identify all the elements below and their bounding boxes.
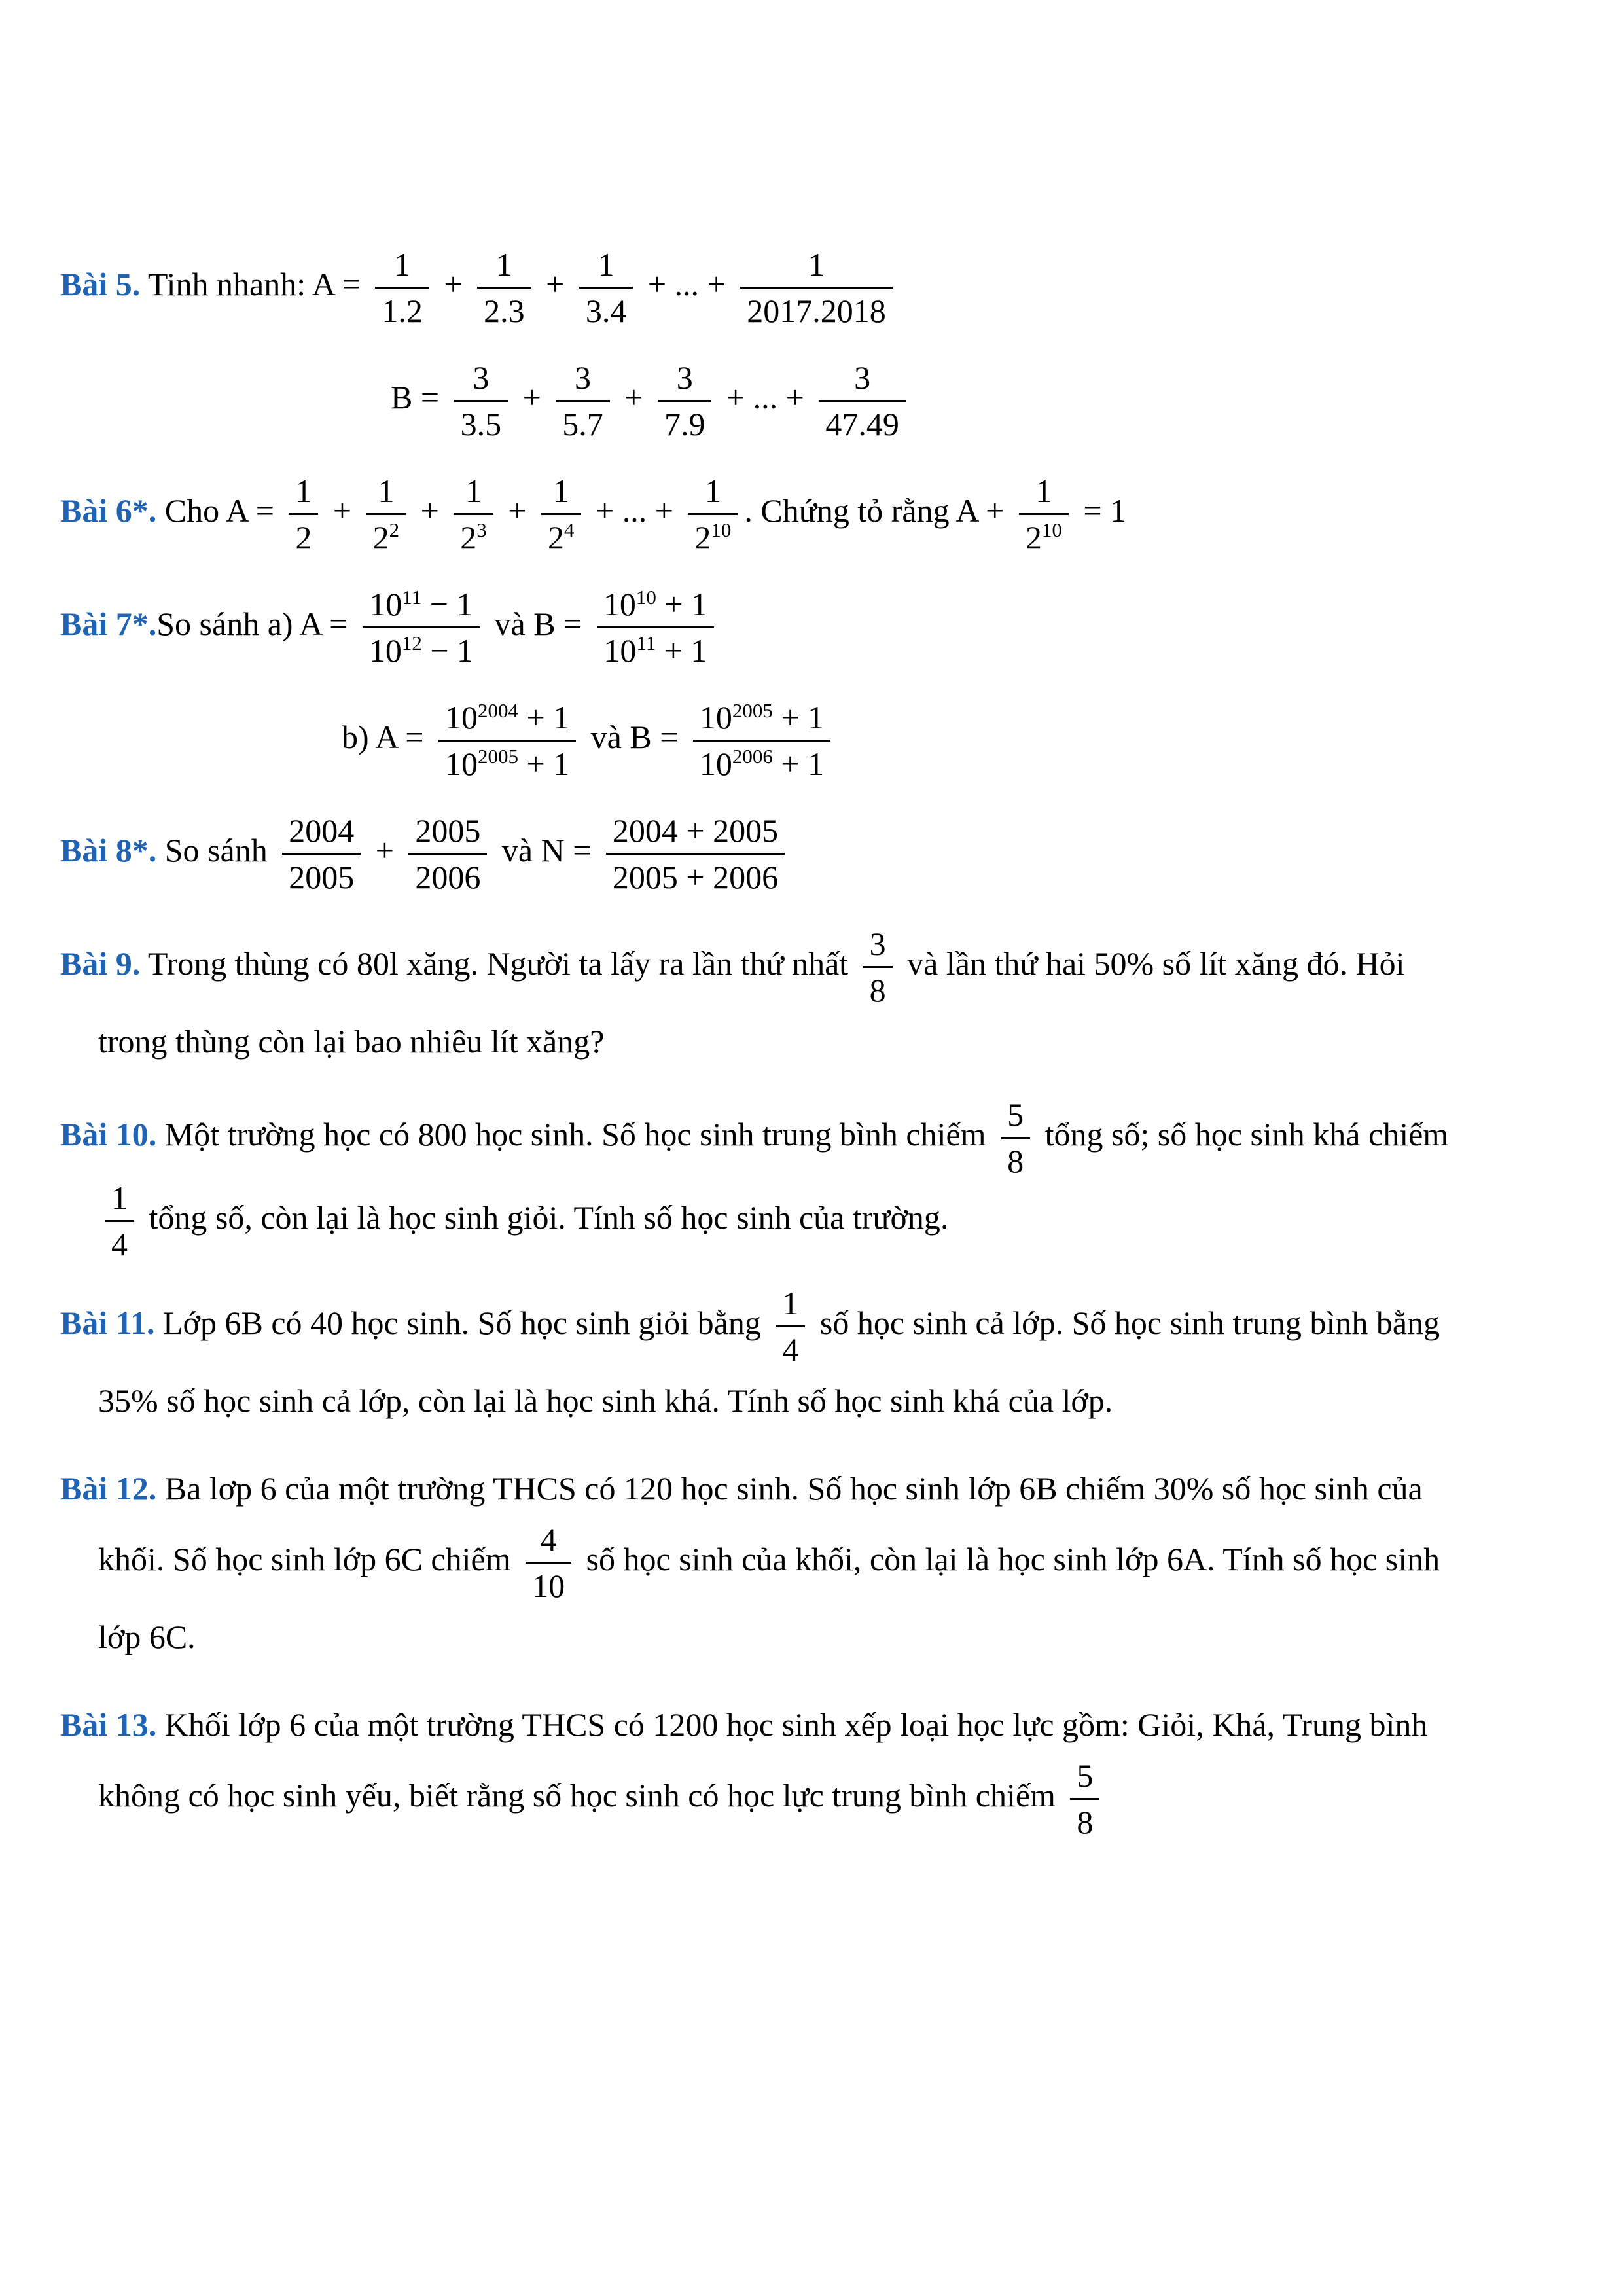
problem-label: Bài 6*. — [60, 492, 157, 529]
fraction-denominator — [454, 402, 508, 443]
fraction — [363, 586, 480, 669]
text-run: 1 — [394, 246, 411, 283]
text-run: 2006 — [415, 858, 481, 895]
text-run: tổng số, còn lại là học sinh giỏi. Tính số học sinh của trường. — [141, 1198, 949, 1236]
text-run: 10 — [603, 632, 637, 669]
text-run: 10 — [699, 745, 732, 782]
fraction-numerator — [740, 246, 893, 289]
text-run: 2005 + 2006 — [612, 858, 779, 895]
text-run: 10 — [368, 632, 402, 669]
text-run: 2 — [460, 518, 477, 556]
fraction-denominator — [740, 289, 893, 330]
exponent: 2005 — [477, 745, 518, 768]
problem-label: Bài 12. — [60, 1470, 157, 1507]
text-run: 10 — [444, 699, 478, 736]
text-run: 1 — [378, 473, 395, 509]
exponent: 2006 — [732, 745, 773, 768]
text-run: B = — [391, 378, 448, 416]
text-run: 3.4 — [585, 292, 627, 329]
problem-line — [60, 246, 1459, 329]
text-run: 3 — [473, 359, 490, 396]
fraction-numerator — [579, 246, 633, 289]
text-run: So sánh — [156, 831, 276, 869]
text-run: tổng số; số học sinh khá chiếm — [1037, 1115, 1449, 1153]
problem-bai-7 — [60, 586, 1459, 782]
fraction-denominator — [597, 628, 714, 670]
exponent: 10 — [635, 585, 656, 609]
text-run: 1 — [704, 473, 721, 509]
problem-bai-6 — [60, 473, 1459, 556]
fraction — [454, 473, 493, 556]
fraction-numerator — [282, 812, 361, 855]
fraction-denominator — [408, 855, 487, 896]
text-run: 8 — [869, 971, 886, 1009]
text-run: 10 — [369, 586, 402, 622]
fraction-denominator — [658, 402, 712, 443]
text-run: 3 — [575, 359, 592, 396]
problem-bai-12 — [60, 1456, 1459, 1670]
exponent: 10 — [711, 518, 732, 542]
text-run: 5.7 — [562, 405, 603, 442]
text-run: 1 — [1035, 473, 1052, 509]
text-run: + — [499, 492, 535, 529]
text-run: + 1 — [518, 699, 570, 736]
fraction-denominator — [105, 1222, 134, 1263]
text-run: 3.5 — [460, 405, 502, 442]
problem-line — [60, 1692, 1459, 1840]
fraction-numerator — [776, 1285, 805, 1327]
fraction-denominator — [1001, 1139, 1030, 1180]
fraction — [438, 699, 576, 782]
fraction-denominator — [776, 1327, 805, 1369]
problem-label: Bài 10. — [60, 1115, 157, 1153]
problem-line — [391, 359, 1459, 442]
text-run: 2005 — [289, 858, 355, 895]
text-run: và B = — [582, 718, 687, 755]
exponent: 3 — [476, 518, 487, 542]
fraction-numerator — [438, 699, 576, 742]
text-run: 4 — [540, 1521, 557, 1558]
problem-bai-8 — [60, 812, 1459, 895]
text-run: 3 — [869, 925, 886, 962]
fraction-denominator — [282, 855, 361, 896]
text-run: + — [435, 265, 471, 302]
fraction-denominator — [693, 742, 830, 783]
text-run: + 1 — [656, 632, 707, 669]
problem-label: Bài 13. — [60, 1706, 157, 1743]
text-run: 2 — [694, 518, 711, 556]
text-run: + — [367, 831, 402, 869]
fraction-numerator — [1001, 1096, 1030, 1139]
fraction — [819, 359, 906, 442]
fraction — [693, 699, 830, 782]
fraction — [658, 359, 712, 442]
text-run: 2 — [1025, 518, 1042, 556]
text-run: 5 — [1007, 1096, 1024, 1133]
text-run: + — [514, 378, 550, 416]
text-run: 10 — [444, 745, 478, 782]
fraction — [408, 812, 487, 895]
text-run: và N = — [493, 831, 599, 869]
text-run: Ba lơp 6 của một trường THCS có 120 học sinh. Số học sinh lớp 6B chiếm 30% số học sinh của khối. Số học sinh lớp 6C chiếm — [98, 1470, 1423, 1577]
fraction — [606, 812, 785, 895]
text-run: b) A = — [342, 718, 432, 755]
text-run: 1 — [782, 1285, 799, 1321]
fraction-numerator — [688, 473, 738, 515]
text-run: Khối lớp 6 của một trường THCS có 1200 học sinh xếp loại học lực gồm: Giỏi, Khá, Trung bình không có học sinh yếu, biết rằng số học sinh có học lực trung bình chiếm — [98, 1706, 1428, 1814]
fraction — [1001, 1096, 1030, 1179]
fraction-numerator — [541, 473, 581, 515]
text-run: Trong thùng có 80l xăng. Người ta lấy ra lần thứ nhất — [140, 944, 857, 982]
fraction-denominator — [375, 289, 429, 330]
problem-bai-10 — [60, 1096, 1459, 1263]
fraction-denominator — [289, 515, 318, 556]
problem-label: Bài 11. — [60, 1304, 155, 1341]
text-run: 10 — [532, 1567, 565, 1604]
text-run: + — [537, 265, 573, 302]
text-run: + 1 — [772, 745, 825, 782]
fraction — [454, 359, 508, 442]
text-run: 2 — [548, 518, 564, 556]
problem-label: Bài 9. — [60, 944, 141, 982]
problem-label: Bài 8*. — [60, 831, 157, 869]
problem-line — [60, 586, 1459, 669]
fraction-denominator — [438, 742, 576, 783]
fraction-denominator — [363, 628, 480, 670]
fraction — [541, 473, 581, 556]
fraction-numerator — [363, 586, 480, 628]
fraction-numerator — [408, 812, 487, 855]
text-run: 2004 — [289, 812, 355, 849]
fraction — [477, 246, 531, 329]
text-run: 5 — [1077, 1757, 1094, 1794]
fraction-denominator — [454, 515, 493, 556]
text-run: số học sinh cả lớp. Số học sinh trung bình bằng 35% số học sinh cả lớp, còn lại là học sinh khá. Tính số học sinh khá của lớp. — [98, 1304, 1440, 1419]
fraction-numerator — [556, 359, 610, 402]
fraction — [556, 359, 610, 442]
text-run: + ... + — [587, 492, 682, 529]
fraction — [282, 812, 361, 895]
fraction-denominator — [863, 968, 893, 1009]
problem-line — [60, 925, 1459, 1074]
text-run: 2004 + 2005 — [612, 812, 779, 849]
problem-line — [60, 1456, 1459, 1670]
text-run: 1 — [495, 246, 512, 283]
fraction-denominator — [1019, 515, 1069, 556]
fraction-denominator — [541, 515, 581, 556]
text-run: + 1 — [518, 745, 570, 782]
text-run: 1 — [552, 473, 569, 509]
fraction-numerator — [819, 359, 906, 402]
problem-line — [60, 1285, 1459, 1433]
fraction-numerator — [526, 1521, 571, 1564]
fraction — [1070, 1757, 1099, 1840]
fraction-denominator — [1070, 1800, 1099, 1841]
text-run: Một trường học có 800 học sinh. Số học sinh trung bình chiếm — [156, 1115, 995, 1153]
fraction-numerator — [606, 812, 785, 855]
fraction-numerator — [454, 359, 508, 402]
text-run: . Chứng tỏ rằng A + — [744, 492, 1012, 529]
fraction-denominator — [819, 402, 906, 443]
text-run: + ... + — [639, 265, 734, 302]
fraction-denominator — [556, 402, 610, 443]
text-run: 1 — [111, 1179, 128, 1216]
text-run: và — [486, 605, 534, 642]
text-run: 1 — [465, 473, 482, 509]
fraction — [776, 1285, 805, 1368]
fraction-denominator — [579, 289, 633, 330]
exponent: 11 — [636, 632, 656, 655]
exponent: 2005 — [732, 698, 773, 722]
fraction — [740, 246, 893, 329]
text-run: 1 — [295, 473, 312, 509]
text-run: 1.2 — [382, 292, 423, 329]
text-run: + — [412, 492, 448, 529]
fraction-numerator — [366, 473, 406, 515]
exponent: 10 — [1041, 518, 1062, 542]
text-run: So sánh a) A = — [156, 605, 356, 642]
text-run: = 1 — [1075, 492, 1127, 529]
problem-bai-13 — [60, 1692, 1459, 1840]
fraction-numerator — [289, 473, 318, 515]
fraction-denominator — [688, 515, 738, 556]
fraction — [526, 1521, 571, 1604]
text-run: 8 — [1007, 1142, 1024, 1179]
fraction — [289, 473, 318, 556]
text-run: 2.3 — [484, 292, 525, 329]
text-run: Tinh nhanh: A = — [140, 265, 369, 302]
text-run: 8 — [1077, 1803, 1094, 1840]
fraction — [579, 246, 633, 329]
fraction-numerator — [863, 925, 893, 968]
text-run: số học sinh của khối, còn lại là học sinh lớp 6A. Tính số học sinh lớp 6C. — [98, 1540, 1440, 1655]
text-run: 3 — [854, 359, 871, 396]
fraction-numerator — [375, 246, 429, 289]
problem-bai-11 — [60, 1285, 1459, 1433]
text-run: 1 — [597, 246, 615, 283]
fraction — [1019, 473, 1069, 556]
problem-line — [60, 473, 1459, 556]
text-run: 2005 — [415, 812, 481, 849]
text-run: B = — [533, 605, 590, 642]
text-run: 10 — [603, 586, 636, 622]
fraction — [597, 586, 714, 669]
problem-bai-9 — [60, 925, 1459, 1074]
text-run: 7.9 — [664, 405, 705, 442]
fraction — [105, 1179, 134, 1263]
fraction-numerator — [1070, 1757, 1099, 1800]
text-run: 1 — [808, 246, 825, 283]
problem-bai-5 — [60, 246, 1459, 442]
text-run: 2017.2018 — [747, 292, 886, 329]
text-run: 47.49 — [825, 405, 899, 442]
fraction-denominator — [606, 855, 785, 896]
text-run: 2 — [295, 518, 312, 556]
fraction-numerator — [454, 473, 493, 515]
problem-line — [342, 699, 1459, 782]
fraction-denominator — [477, 289, 531, 330]
text-run: 4 — [111, 1225, 128, 1263]
fraction-numerator — [105, 1179, 134, 1222]
exponent: 11 — [402, 585, 422, 609]
text-run: Cho A = — [156, 492, 283, 529]
exponent: 2004 — [477, 698, 518, 722]
problem-line — [60, 1096, 1459, 1263]
exponent: 4 — [564, 518, 575, 542]
problem-line — [60, 812, 1459, 895]
problem-label: Bài 7*. — [60, 605, 157, 642]
text-run: − 1 — [421, 632, 474, 669]
fraction-numerator — [658, 359, 712, 402]
fraction-numerator — [693, 699, 830, 742]
fraction-denominator — [366, 515, 406, 556]
text-run: Lớp 6B có 40 học sinh. Số học sinh giỏi bằng — [154, 1304, 770, 1341]
fraction — [366, 473, 406, 556]
text-run: + — [616, 378, 651, 416]
text-run: và lần thứ hai 50% số lít xăng đó. Hỏi trong thùng còn lại bao nhiêu lít xăng? — [98, 944, 1405, 1060]
fraction-numerator — [1019, 473, 1069, 515]
fraction-numerator — [597, 586, 714, 628]
text-run: 10 — [699, 699, 732, 736]
fraction — [375, 246, 429, 329]
text-run: + 1 — [772, 699, 825, 736]
problem-label: Bài 5. — [60, 265, 141, 302]
fraction — [688, 473, 738, 556]
fraction-numerator — [477, 246, 531, 289]
text-run: + — [325, 492, 360, 529]
exponent: 2 — [389, 518, 400, 542]
text-run: + ... + — [718, 378, 813, 416]
text-run: + 1 — [656, 586, 708, 622]
problem-list — [60, 246, 1459, 1840]
text-run: − 1 — [421, 586, 473, 622]
exponent: 12 — [401, 632, 422, 655]
text-run: 4 — [782, 1331, 799, 1368]
fraction — [863, 925, 893, 1009]
text-run: 2 — [372, 518, 389, 556]
text-run: 3 — [676, 359, 693, 396]
fraction-denominator — [526, 1564, 571, 1605]
